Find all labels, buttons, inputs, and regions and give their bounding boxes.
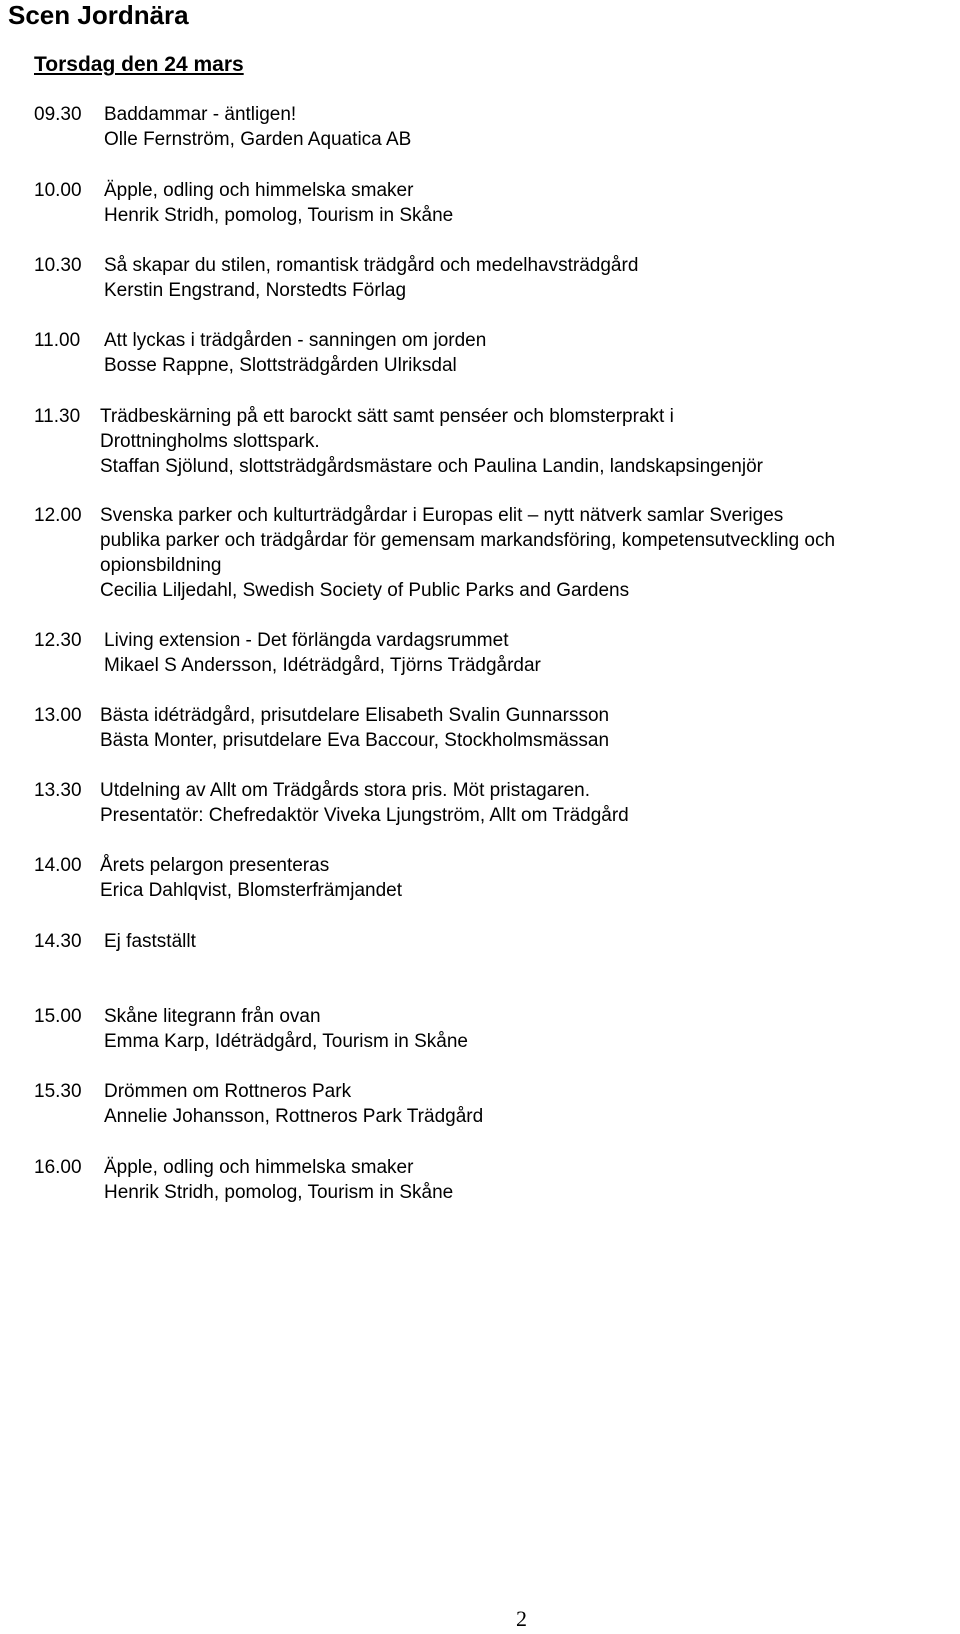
entry-title: Svenska parker och kulturträdgårdar i Europas elit – nytt nätverk samlar Sveriges — [100, 505, 784, 526]
entry-speaker: Henrik Stridh, pomolog, Tourism in Skåne — [104, 205, 454, 226]
entry-time: 10.00 — [34, 180, 82, 201]
entry-title: Baddammar - äntligen! — [104, 104, 297, 125]
entry-speaker: Henrik Stridh, pomolog, Tourism in Skåne — [104, 1182, 454, 1203]
entry-time: 15.00 — [34, 1006, 82, 1027]
entry-details — [100, 703, 930, 753]
entry-time: 15.30 — [34, 1081, 82, 1102]
entry-details — [104, 102, 934, 152]
entry-title: Drömmen om Rottneros Park — [104, 1081, 352, 1102]
entry-speaker: Staffan Sjölund, slottsträdgårdsmästare och Paulina Landin, landskapsingenjör — [100, 456, 763, 477]
entry-details — [104, 1079, 934, 1129]
entry-time: 09.30 — [34, 104, 82, 125]
entry-time: 11.00 — [34, 330, 81, 351]
entry-title-continued: opionsbildning — [100, 555, 222, 576]
schedule-date: Torsdag den 24 mars — [34, 53, 244, 76]
entry-speaker: Emma Karp, Idéträdgård, Tourism in Skåne — [104, 1031, 468, 1052]
entry-speaker: Presentatör: Chefredaktör Viveka Ljungström, Allt om Trädgård — [100, 805, 629, 826]
entry-title-continued: Drottningholms slottspark. — [100, 431, 320, 452]
entry-speaker: Cecilia Liljedahl, Swedish Society of Public Parks and Gardens — [100, 580, 630, 601]
entry-title: Ej fastställt — [104, 931, 196, 952]
entry-title: Bästa idéträdgård, prisutdelare Elisabeth Svalin Gunnarsson — [100, 705, 610, 726]
entry-speaker: Mikael S Andersson, Idéträdgård, Tjörns Trädgårdar — [104, 655, 541, 676]
entry-speaker: Annelie Johansson, Rottneros Park Trädgård — [104, 1106, 484, 1127]
entry-details — [100, 778, 930, 828]
entry-details — [104, 1155, 934, 1205]
page-title: Scen Jordnära — [8, 0, 189, 30]
entry-title: Äpple, odling och himmelska smaker — [104, 180, 414, 201]
entry-details — [100, 853, 930, 903]
entry-details — [104, 178, 934, 228]
entry-title: Att lyckas i trädgården - sanningen om jorden — [104, 330, 487, 351]
entry-title: Årets pelargon presenteras — [100, 855, 330, 876]
entry-details — [104, 253, 934, 303]
page-number: 2 — [516, 1606, 527, 1631]
entry-title: Trädbeskärning på ett barockt sätt samt penséer och blomsterprakt i — [100, 406, 674, 427]
entry-title: Living extension - Det förlängda vardagsrummet — [104, 630, 509, 651]
entry-speaker: Erica Dahlqvist, Blomsterfrämjandet — [100, 880, 402, 901]
entry-details — [104, 628, 934, 678]
entry-details — [104, 929, 934, 954]
entry-speaker: Kerstin Engstrand, Norstedts Förlag — [104, 280, 407, 301]
entry-time: 14.00 — [34, 855, 82, 876]
entry-details — [100, 503, 930, 603]
entry-time: 13.00 — [34, 705, 82, 726]
entry-title: Utdelning av Allt om Trädgårds stora pris. Möt pristagaren. — [100, 780, 591, 801]
entry-title: Skåne litegrann från ovan — [104, 1006, 321, 1027]
entry-time: 14.30 — [34, 931, 82, 952]
entry-title-continued: Bästa Monter, prisutdelare Eva Baccour, Stockholmsmässan — [100, 730, 610, 751]
entry-time: 12.00 — [34, 505, 82, 526]
entry-title: Så skapar du stilen, romantisk trädgård och medelhavsträdgård — [104, 255, 639, 276]
entry-speaker: Bosse Rappne, Slottsträdgården Ulriksdal — [104, 355, 457, 376]
entry-time: 10.30 — [34, 255, 82, 276]
entry-details — [100, 404, 930, 479]
entry-time: 11.30 — [34, 406, 81, 427]
entry-time: 13.30 — [34, 780, 82, 801]
entry-title-continued: publika parker och trädgårdar för gemensam markandsföring, kompetensutveckling och — [100, 530, 836, 551]
entry-time: 12.30 — [34, 630, 82, 651]
entry-details — [104, 328, 934, 378]
entry-speaker: Olle Fernström, Garden Aquatica AB — [104, 129, 412, 150]
entry-time: 16.00 — [34, 1157, 82, 1178]
entry-title: Äpple, odling och himmelska smaker — [104, 1157, 414, 1178]
entry-details — [104, 1004, 934, 1054]
